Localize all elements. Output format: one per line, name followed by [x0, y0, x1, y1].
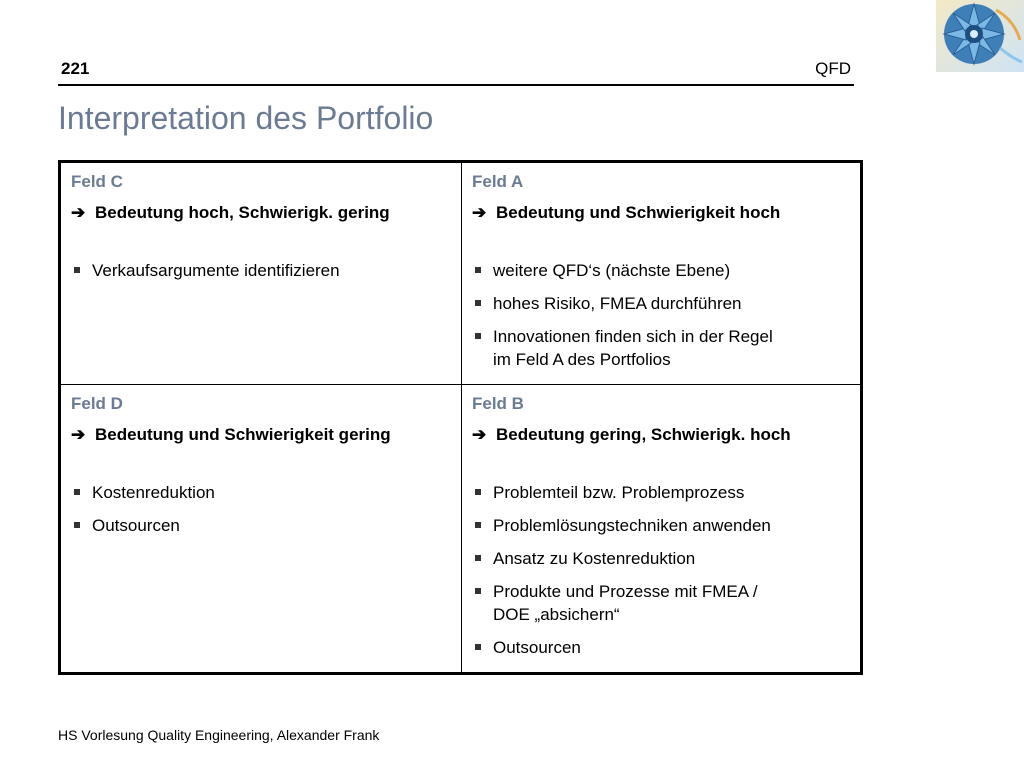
cell-feld-d	[61, 385, 462, 672]
square-bullet-icon	[475, 644, 481, 650]
right-arrow-icon: ➔	[472, 425, 487, 444]
field-title: Feld B	[472, 394, 524, 413]
square-bullet-icon	[475, 522, 481, 528]
footer-text: HS Vorlesung Quality Engineering, Alexander Frank	[58, 727, 380, 743]
page-title: Interpretation des Portfolio	[58, 100, 434, 136]
square-bullet-icon	[74, 489, 80, 495]
list-item	[472, 259, 850, 282]
list-item	[472, 580, 850, 626]
list-item-text: Verkaufsargumente identifizieren	[92, 261, 340, 280]
list-item	[71, 514, 451, 537]
list-item-text: Outsourcen	[92, 516, 180, 535]
field-subtitle	[472, 425, 850, 445]
section-label: QFD	[815, 59, 851, 78]
list-item	[472, 547, 850, 570]
list-item-text: Problemlösungstechniken anwenden	[493, 516, 771, 535]
list-item-text: Outsourcen	[493, 638, 581, 657]
cell-feld-a	[462, 163, 860, 385]
list-item	[472, 514, 850, 537]
right-arrow-icon: ➔	[71, 203, 86, 222]
bullet-list	[472, 259, 850, 371]
field-title: Feld C	[71, 172, 123, 191]
field-subtitle-text: Bedeutung gering, Schwierigk. hoch	[496, 425, 791, 444]
header-rule	[58, 84, 854, 86]
field-title: Feld A	[472, 172, 524, 191]
list-item	[71, 259, 451, 282]
square-bullet-icon	[74, 267, 80, 273]
field-subtitle-text: Bedeutung und Schwierigkeit hoch	[496, 203, 781, 222]
square-bullet-icon	[475, 300, 481, 306]
field-subtitle	[472, 203, 850, 223]
square-bullet-icon	[475, 555, 481, 561]
right-arrow-icon: ➔	[472, 203, 487, 222]
list-item	[472, 292, 850, 315]
bullet-list	[472, 481, 850, 659]
field-title: Feld D	[71, 394, 123, 413]
cell-feld-c	[61, 163, 462, 385]
list-item	[472, 636, 850, 659]
bullet-list	[71, 259, 451, 282]
list-item-text: weitere QFD‘s (nächste Ebene)	[493, 261, 731, 280]
gear-turbine-logo	[936, 0, 1024, 72]
square-bullet-icon	[475, 267, 481, 273]
list-item-text: Produkte und Prozesse mit FMEA / DOE „absichern“	[493, 582, 758, 624]
list-item-text: Innovationen finden sich in der Regel im Feld A des Portfolios	[493, 327, 773, 369]
list-item-text: Kostenreduktion	[92, 483, 215, 502]
field-subtitle	[71, 425, 451, 445]
portfolio-matrix	[58, 160, 863, 675]
page-number: 221	[61, 59, 90, 78]
field-subtitle-text: Bedeutung hoch, Schwierigk. gering	[95, 203, 390, 222]
list-item	[71, 481, 451, 504]
field-subtitle	[71, 203, 451, 223]
list-item-text: hohes Risiko, FMEA durchführen	[493, 294, 742, 313]
square-bullet-icon	[475, 489, 481, 495]
square-bullet-icon	[475, 333, 481, 339]
right-arrow-icon: ➔	[71, 425, 86, 444]
square-bullet-icon	[475, 588, 481, 594]
bullet-list	[71, 481, 451, 537]
square-bullet-icon	[74, 522, 80, 528]
cell-feld-b	[462, 385, 860, 672]
list-item-text: Problemteil bzw. Problemprozess	[493, 483, 745, 502]
list-item	[472, 325, 850, 371]
field-subtitle-text: Bedeutung und Schwierigkeit gering	[95, 425, 391, 444]
list-item-text: Ansatz zu Kostenreduktion	[493, 549, 696, 568]
list-item	[472, 481, 850, 504]
